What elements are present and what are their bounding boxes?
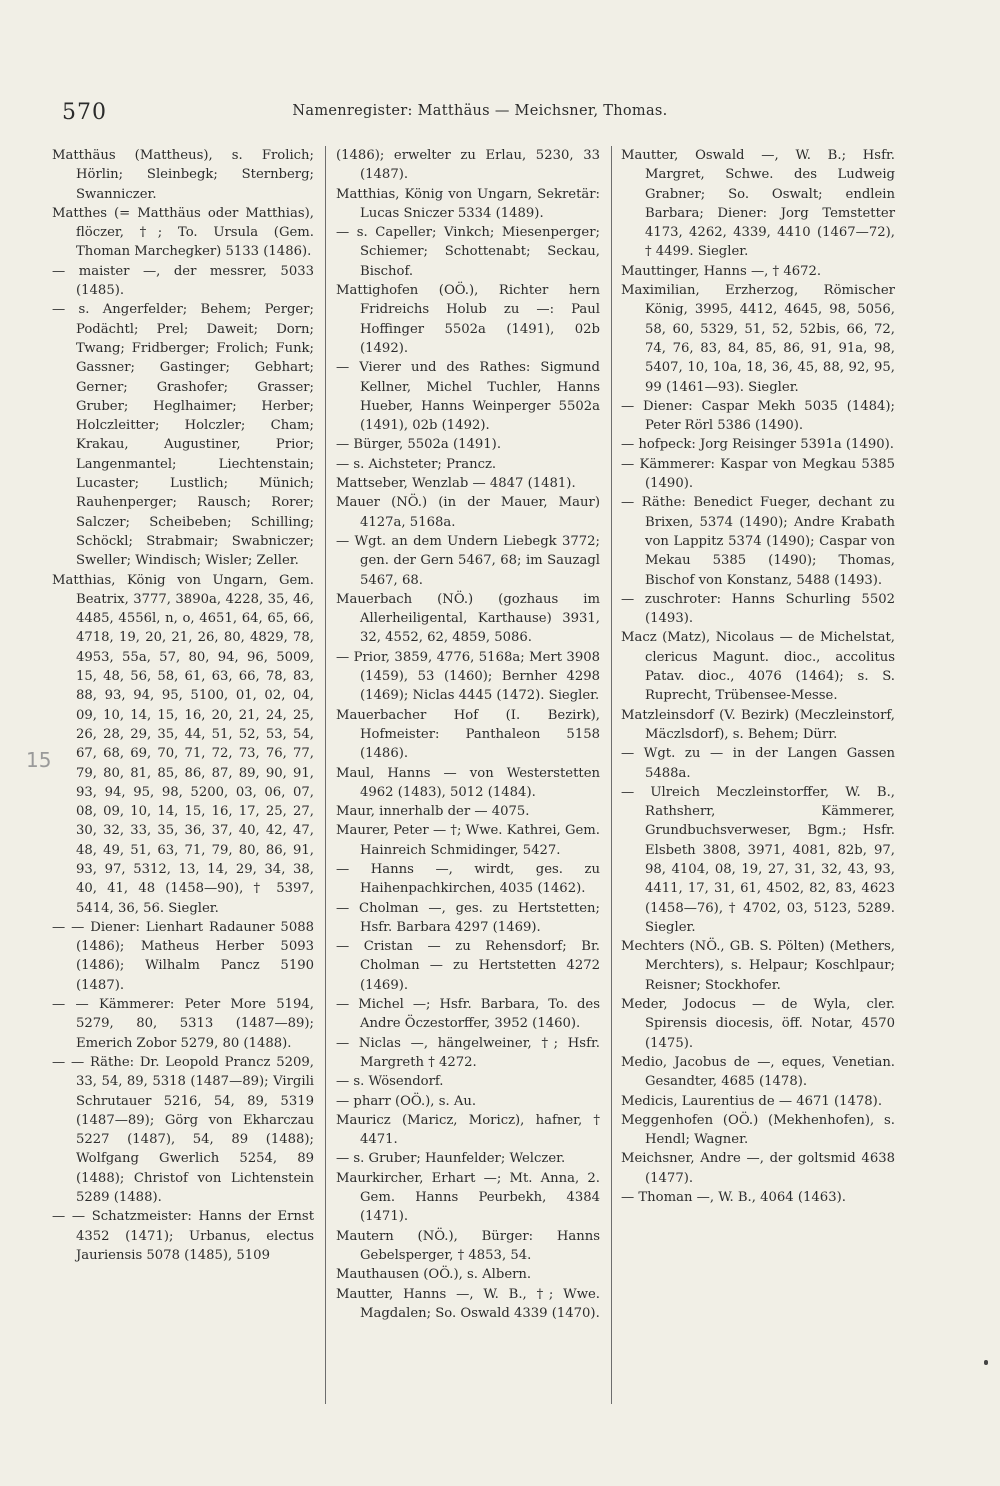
index-entry: — zuschroter: Hanns Schurling 5502 (1493).	[621, 591, 895, 627]
index-entry: — — Räthe: Dr. Leopold Prancz 5209, 33, 54, 89, 5318 (1487—89); Virgili Schrutauer 5216, 54, 89, 5319 (1487—89); Görg von Ekharczau 5227 (1487), 54, 89 (1488); Wolfgang Gwerlich 5254, 89 (1488); Christof von Lichtenstein 5289 (1488).	[52, 1054, 314, 1206]
index-entry: — s. Capeller; Vinkch; Miesenperger; Schiemer; Schottenabt; Seckau, Bischof.	[336, 225, 600, 279]
index-entry: Mauttinger, Hanns —, † 4672.	[621, 263, 822, 279]
index-entry: — Wgt. zu — in der Langen Gassen 5488a.	[621, 746, 895, 781]
index-entry: — Cristan — zu Rehensdorf; Br. Cholman — zu Hertstetten 4272 (1469).	[336, 939, 600, 993]
index-entry: Mattseber, Wenzlab — 4847 (1481).	[336, 476, 576, 492]
index-entry: (1486); erwelter zu Erlau, 5230, 33 (1487).	[336, 148, 600, 183]
index-entry: Medio, Jacobus de —, eques, Venetian. Gesandter, 4685 (1478).	[621, 1054, 895, 1090]
index-entry: Matthias, König von Ungarn, Gem. Beatrix, 3777, 3890a, 4228, 35, 46, 4485, 4556l, n, o, 4651, 64, 65, 66, 4718, 19, 20, 21, 26, 80, 4829, 78, 4953, 55a, 57, 80, 94, 96, 5009, 15, 48, 56, 58, 61, 63, 66, 78, 83, 88, 93, 94, 95, 5100, 01, 02, 04, 09, 10, 14, 15, 16, 20, 21, 24, 25, 26, 28, 29, 35, 44, 51, 52, 53, 54, 67, 68, 69, 70, 71, 72, 73, 76, 77, 79, 80, 81, 85, 86, 87, 89, 90, 91, 93, 94, 95, 98, 5200, 03, 06, 07, 08, 09, 10, 14, 15, 16, 17, 25, 27, 30, 32, 33, 35, 36, 37, 40, 42, 47, 48, 49, 51, 63, 71, 79, 80, 86, 91, 93, 97, 5312, 13, 14, 29, 34, 38, 40, 41, 48 (1458—90), † 5397, 5414, 36, 56. Siegler.	[52, 572, 314, 916]
index-entry: Maurer, Peter — †; Wwe. Kathrei, Gem. Hainreich Schmidinger, 5427.	[336, 823, 600, 858]
index-entry: — pharr (OÖ.), s. Au.	[336, 1093, 477, 1109]
index-entry: Mechters (NÖ., GB. S. Pölten) (Methers, Merchters), s. Helpaur; Koschlpaur; Reisner; Stockhofer.	[621, 939, 895, 993]
index-entry: Meder, Jodocus — de Wyla, cler. Spirensis diocesis, öff. Notar, 4570 (1475).	[621, 997, 895, 1051]
index-entry: — Wgt. an dem Undern Liebegk 3772; gen. der Gern 5467, 68; im Sauzagl 5467, 68.	[336, 533, 600, 588]
index-entry: — Prior, 3859, 4776, 5168a; Mert 3908 (1459), 53 (1460); Bernher 4298 (1469); Niclas 4445 (1472). Siegler.	[336, 649, 600, 704]
index-entry: Maurkircher, Erhart —; Mt. Anna, 2. Gem. Hanns Peurbekh, 4384 (1471).	[336, 1170, 600, 1225]
index-entry: Mauricz (Maricz, Moricz), hafner, † 4471.	[336, 1112, 600, 1148]
index-entry: Meichsner, Andre —, der goltsmid 4638 (1477).	[621, 1151, 895, 1186]
ink-speck	[984, 1360, 988, 1365]
index-entry: — Cholman —, ges. zu Hertstetten; Hsfr. Barbara 4297 (1469).	[336, 900, 600, 935]
index-entry: — Hanns —, wirdt, ges. zu Haihenpachkirchen, 4035 (1462).	[336, 861, 600, 897]
index-entry: Matthäus (Mattheus), s. Frolich; Hörlin; Sleinbegk; Sternberg; Swanniczer.	[52, 148, 314, 202]
index-entry: — Thoman —, W. B., 4064 (1463).	[621, 1190, 846, 1206]
index-entry: — Niclas —, hängelweiner, †; Hsfr. Margreth † 4272.	[336, 1035, 600, 1070]
index-entry: — s. Aichsteter; Prancz.	[336, 456, 497, 472]
index-entry: — — Kämmerer: Peter More 5194, 5279, 80, 5313 (1487—89); Emerich Zobor 5279, 80 (1488).	[52, 997, 314, 1051]
index-column-3	[621, 146, 895, 1207]
index-entry: Meggenhofen (OÖ.) (Mekhenhofen), s. Hendl; Wagner.	[621, 1112, 895, 1148]
index-entry: Mauthausen (OÖ.), s. Albern.	[336, 1267, 532, 1283]
index-entry: — maister —, der messrer, 5033 (1485).	[52, 263, 314, 299]
index-entry: — Bürger, 5502a (1491).	[336, 437, 502, 453]
index-entry: Mattighofen (OÖ.), Richter hern Fridreichs Holub zu —: Paul Hoffinger 5502a (1491), 02b (1492).	[336, 283, 600, 356]
index-entry: — Diener: Caspar Mekh 5035 (1484); Peter Rörl 5386 (1490).	[621, 398, 895, 434]
index-entry: Matzleinsdorf (V. Bezirk) (Meczleinstorf, Mäczlsdorf), s. Behem; Dürr.	[621, 707, 895, 742]
index-entry: — Vierer und des Rathes: Sigmund Kellner, Michel Tuchler, Hanns Hueber, Hanns Weinperger 5502a (1491), 02b (1492).	[336, 360, 600, 434]
index-entry: Mauer (NÖ.) (in der Mauer, Maur) 4127a, 5168a.	[336, 495, 600, 530]
index-entry: — s. Wösendorf.	[336, 1074, 444, 1090]
index-entry: Maximilian, Erzherzog, Römischer König, 3995, 4412, 4645, 98, 5056, 58, 60, 5329, 51, 52, 52bis, 66, 72, 74, 76, 83, 84, 85, 86, 91, 91a, 98, 5407, 10, 10a, 18, 36, 45, 88, 92, 95, 99 (1461—93). Siegler.	[621, 283, 895, 395]
index-entry: Mautter, Hanns —, W. B., †; Wwe. Magdalen; So. Oswald 4339 (1470).	[336, 1286, 600, 1321]
index-entry: — Kämmerer: Kaspar von Megkau 5385 (1490).	[621, 456, 895, 492]
index-entry: — s. Gruber; Haunfelder; Welczer.	[336, 1151, 566, 1167]
running-head: Namenregister: Matthäus — Meichsner, Thomas.	[292, 103, 668, 119]
index-entry: — — Diener: Lienhart Radauner 5088 (1486); Matheus Herber 5093 (1486); Wilhalm Pancz 5190 (1487).	[52, 919, 314, 993]
index-entry: Macz (Matz), Nicolaus — de Michelstat, clericus Magunt. dioc., accolitus Patav. dioc., 4076 (1464); s. S. Ruprecht, Trübensee-Messe.	[621, 630, 895, 704]
index-entry: — — Schatzmeister: Hanns der Ernst 4352 (1471); Urbanus, electus Jauriensis 5078 (1485), 5109	[52, 1209, 314, 1263]
column-rule	[611, 146, 612, 1404]
pencil-margin-note: 15	[26, 748, 52, 772]
index-entry: — s. Angerfelder; Behem; Perger; Podächtl; Prel; Daweit; Dorn; Twang; Fridberger; Frolich; Funk; Gassner; Gastinger; Gebhart; Gerner; Grashofer; Grasser; Gruber; Heglhaimer; Herber; Holczleitter; Holczler; Cham; Krakau, Augustiner, Prior; Langenmantel; Liechtenstain; Lucaster; Lustlich; Münich; Rauhenperger; Rausch; Rorer; Salczer; Scheibeben; Schilling; Schöckl; Strabmair; Swabniczer; Sweller; Windisch; Wisler; Zeller.	[52, 302, 314, 569]
index-entry: — Räthe: Benedict Fueger, dechant zu Brixen, 5374 (1490); Andre Krabath von Lappitz 5374 (1490); Caspar von Mekau 5385 (1490); Thomas, Bischof von Konstanz, 5488 (1493).	[621, 495, 895, 588]
index-entry: Matthias, König von Ungarn, Sekretär: Lucas Sniczer 5334 (1489).	[336, 186, 600, 221]
index-entry: Mautern (NÖ.), Bürger: Hanns Gebelsperger, † 4853, 54.	[336, 1228, 600, 1263]
index-entry: Medicis, Laurentius de — 4671 (1478).	[621, 1093, 883, 1109]
index-column-2	[336, 146, 600, 1323]
index-entry: Mautter, Oswald —, W. B.; Hsfr. Margret, Schwe. des Ludweig Grabner; So. Oswalt; endlein Barbara; Diener: Jorg Temstetter 4173, 4262, 4339, 4410 (1467—72), † 4499. Siegler.	[621, 148, 895, 260]
index-entry: Mauerbacher Hof (I. Bezirk), Hofmeister: Panthaleon 5158 (1486).	[336, 707, 600, 762]
index-entry: — Michel —; Hsfr. Barbara, To. des Andre Öczestorffer, 3952 (1460).	[336, 997, 600, 1032]
index-column-1	[52, 146, 314, 1265]
index-entry: Maul, Hanns — von Westerstetten 4962 (1483), 5012 (1484).	[336, 765, 600, 800]
index-entry: — hofpeck: Jorg Reisinger 5391a (1490).	[621, 437, 894, 453]
column-rule	[325, 146, 326, 1404]
index-entry: — Ulreich Meczleinstorffer, W. B., Rathsherr, Kämmerer, Grundbuchsverweser, Bgm.; Hsfr. Elsbeth 3808, 3971, 4081, 82b, 97, 98, 4104, 08, 19, 27, 31, 32, 43, 93, 4411, 17, 31, 61, 4502, 82, 83, 4623 (1458—76), † 4702, 03, 5123, 5289. Siegler.	[621, 784, 895, 935]
index-entry: Matthes (= Matthäus oder Matthias), flöczer, †; To. Ursula (Gem. Thoman Marchegker) 5133 (1486).	[52, 205, 314, 260]
page-number: 570	[62, 100, 107, 125]
index-entry: Mauerbach (NÖ.) (gozhaus im Allerheiligental, Karthause) 3931, 32, 4552, 62, 4859, 5086.	[336, 591, 600, 646]
index-entry: Maur, innerhalb der — 4075.	[336, 804, 530, 820]
